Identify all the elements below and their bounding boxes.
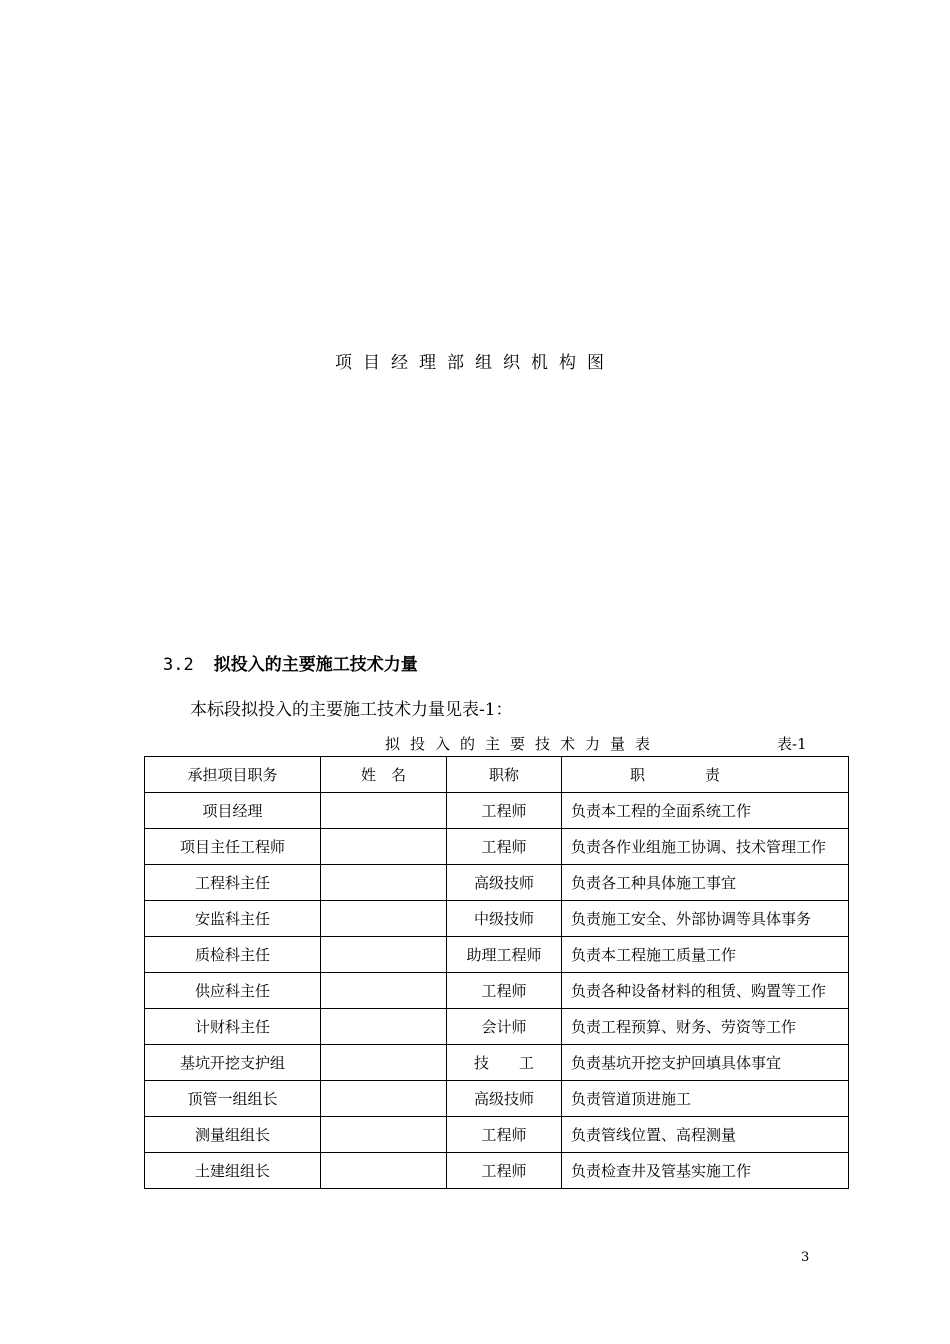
cell-name — [321, 1153, 447, 1189]
table-row — [145, 1153, 849, 1189]
org-chart-title: 项目经理部组织机构图 — [335, 353, 615, 373]
cell-name — [321, 793, 447, 829]
section-number: 3.2 — [163, 655, 194, 675]
cell-duty: 负责各作业组施工协调、技术管理工作 — [562, 829, 849, 865]
header-title: 职称 — [447, 757, 562, 793]
cell-position: 基坑开挖支护组 — [145, 1045, 321, 1081]
table-number: 表-1 — [777, 735, 807, 753]
table-header-row — [145, 757, 849, 793]
cell-title: 助理工程师 — [447, 937, 562, 973]
table-body — [145, 793, 849, 1189]
cell-duty: 负责本工程施工质量工作 — [562, 937, 849, 973]
table-row — [145, 973, 849, 1009]
cell-duty: 负责工程预算、财务、劳资等工作 — [562, 1009, 849, 1045]
cell-duty: 负责检查井及管基实施工作 — [562, 1153, 849, 1189]
cell-position: 质检科主任 — [145, 937, 321, 973]
cell-name — [321, 937, 447, 973]
cell-duty: 负责各工种具体施工事宜 — [562, 865, 849, 901]
cell-name — [321, 1009, 447, 1045]
cell-name — [321, 901, 447, 937]
table-row — [145, 865, 849, 901]
header-name: 姓 名 — [321, 757, 447, 793]
page-number: 3 — [801, 1250, 810, 1265]
cell-title: 会计师 — [447, 1009, 562, 1045]
cell-title: 高级技师 — [447, 1081, 562, 1117]
cell-title: 工程师 — [447, 1117, 562, 1153]
cell-name — [321, 1117, 447, 1153]
section-title: 拟投入的主要施工技术力量 — [213, 655, 418, 675]
cell-title: 工程师 — [447, 973, 562, 1009]
cell-duty: 负责施工安全、外部协调等具体事务 — [562, 901, 849, 937]
section-heading — [163, 650, 418, 675]
cell-position: 土建组组长 — [145, 1153, 321, 1189]
table-row — [145, 1081, 849, 1117]
table-row — [145, 829, 849, 865]
table-row — [145, 901, 849, 937]
cell-position: 工程科主任 — [145, 865, 321, 901]
cell-duty: 负责管道顶进施工 — [562, 1081, 849, 1117]
table-row — [145, 1117, 849, 1153]
header-duty: 职责 — [562, 757, 849, 793]
cell-title: 高级技师 — [447, 865, 562, 901]
cell-position: 计财科主任 — [145, 1009, 321, 1045]
table-row — [145, 1045, 849, 1081]
cell-position: 测量组组长 — [145, 1117, 321, 1153]
cell-name — [321, 1081, 447, 1117]
cell-position: 安监科主任 — [145, 901, 321, 937]
cell-position: 顶管一组组长 — [145, 1081, 321, 1117]
cell-title: 中级技师 — [447, 901, 562, 937]
cell-name — [321, 1045, 447, 1081]
cell-position: 供应科主任 — [145, 973, 321, 1009]
cell-name — [321, 829, 447, 865]
cell-title: 工程师 — [447, 1153, 562, 1189]
intro-paragraph: 本标段拟投入的主要施工技术力量见表-1： — [190, 700, 513, 720]
header-position: 承担项目职务 — [145, 757, 321, 793]
table-row — [145, 1009, 849, 1045]
cell-duty: 负责本工程的全面系统工作 — [562, 793, 849, 829]
technical-staff-table — [144, 756, 849, 1189]
cell-position: 项目经理 — [145, 793, 321, 829]
table-caption: 拟投入的主要技术力量表 — [385, 735, 661, 753]
table-row — [145, 793, 849, 829]
cell-duty: 负责各种设备材料的租赁、购置等工作 — [562, 973, 849, 1009]
cell-title: 技 工 — [447, 1045, 562, 1081]
cell-duty: 负责管线位置、高程测量 — [562, 1117, 849, 1153]
cell-name — [321, 865, 447, 901]
cell-position: 项目主任工程师 — [145, 829, 321, 865]
cell-title: 工程师 — [447, 793, 562, 829]
cell-name — [321, 973, 447, 1009]
cell-duty: 负责基坑开挖支护回填具体事宜 — [562, 1045, 849, 1081]
cell-title: 工程师 — [447, 829, 562, 865]
table-row — [145, 937, 849, 973]
